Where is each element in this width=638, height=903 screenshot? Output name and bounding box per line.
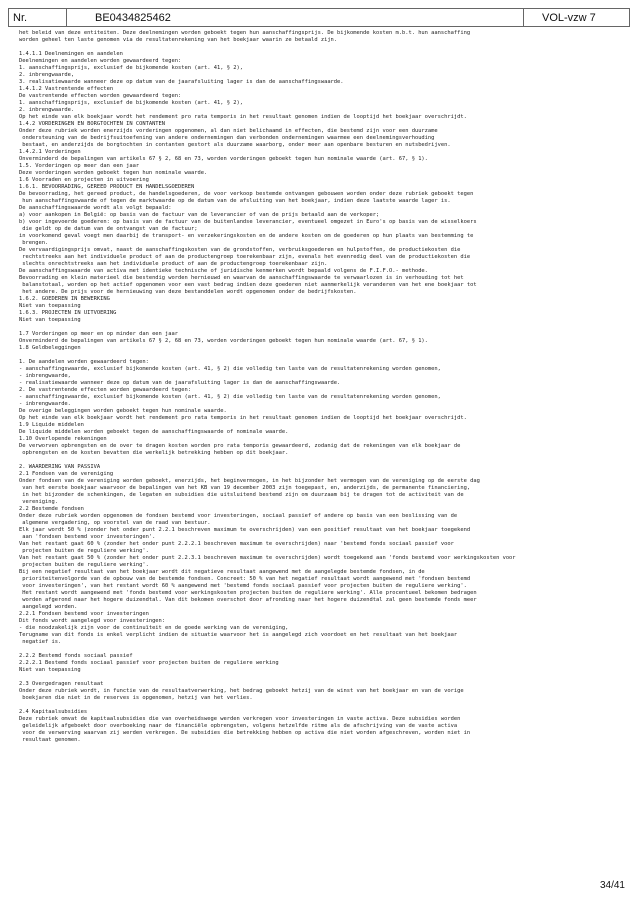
text-line: Op het einde van elk boekjaar wordt het rendement pro rata temporis in het resultaat genomen indien de looptijd het boekjaar overschrijdt.: [19, 114, 467, 120]
text-line: van het eerste boekjaar waarvoor de bepalingen van het KB van 19 december 2003 zijn toegepast, en, anderzijds, de permanente financiering,: [19, 485, 471, 491]
text-line: 1.5. Vorderingen op meer dan een jaar: [19, 163, 140, 169]
text-line: Onverminderd de bepalingen van artikels 67 § 2, 68 en 73, worden vorderingen geboekt tegen hun nominale waarde (art. 67, § 1).: [19, 338, 428, 344]
text-line: - inbrengwaarde,: [19, 373, 71, 379]
text-line: slechts onrechtstreeks aan het individuele product of aan de productengroep toerekenbaar zijn.: [19, 261, 328, 267]
text-line: balanstotaal, worden op het actief opgenomen voor een vast bedrag indien deze goederen niet aanmerkelijk veranderen van het ene boekjaar tot: [19, 282, 477, 288]
text-line: [19, 352, 627, 359]
text-line: Deze rubriek omvat de kapitaalsubsidies die van overheidswege werden verkregen voor investeringen in vaste activa. Deze subsidies worden: [19, 716, 461, 722]
text-line: aangelegd worden.: [19, 604, 78, 610]
text-line: Onder deze rubriek worden enerzijds vorderingen opgenomen, al dan niet belichaamd in effecten, die bestemd zijn voor een duurzame: [19, 128, 438, 134]
text-line: Niet van toepassing: [19, 317, 81, 323]
text-line: opbrengsten en de kosten bevatten die werkelijk betrekking hebben op dit boekjaar.: [19, 450, 289, 456]
text-line: boekjaren die niet in de reserves is opgenomen, hetzij van het verlies.: [19, 695, 253, 701]
text-line: prioriteitenvolgorde van de opbouw van de bestemde fondsen. Concreet: 50 % van het negatief resultaat wordt aangewend met 'fondsen bestemd: [19, 576, 471, 582]
text-line: 2. inbrengwaarde.: [19, 107, 75, 113]
text-line: - realisatiewaarde wanneer deze op datum van de jaarafsluiting lager is dan de aanschaffingswaarde.: [19, 380, 341, 386]
text-line: het beleid van deze entiteiten. Deze deelnemingen worden geboekt tegen hun aanschaffingsprijs. De bijkomende kosten m.b.t. hun aanschaffing: [19, 30, 471, 36]
text-line: resultaat genomen.: [19, 737, 81, 743]
text-line: voor de verwerving waarvan zij werden verkregen. De subsidies die betrekking hebben op activa die niet worden afgeschreven, worden niet in: [19, 730, 471, 736]
text-line: Onverminderd de bepalingen van artikels 67 § 2, 68 en 73, worden vorderingen geboekt tegen hun nominale waarde (art. 67, § 1).: [19, 156, 428, 162]
text-line: Deze vorderingen worden geboekt tegen hun nominale waarde.: [19, 170, 208, 176]
text-line: De overige beleggingen worden geboekt tegen hun nominale waarde.: [19, 408, 227, 414]
text-line: geleidelijk afgeboekt door overboeking naar de financiële opbrengsten, volgens hetzelfde ritme als de afschrijving van de vaste activa: [19, 723, 458, 729]
text-line: algemene vergadering, op voorstel van de raad van bestuur.: [19, 520, 211, 526]
text-line: Het restant wordt aangewend met 'fonds bestemd voor werkingskosten projecten buiten de reguliere werking'. Alle procentueel bekomen bedragen: [19, 590, 477, 596]
text-line: 1.9 Liquide middelen: [19, 422, 84, 428]
text-line: ondersteuning van de bedrijfsuitoefening van andere ondernemingen dan verbonden ondernemingen waarmee een deelnemingsverhouding: [19, 135, 435, 141]
text-line: 1.4.2.1 Vorderingen: [19, 149, 81, 155]
text-line: 1. aanschaffingsprijs, exclusief de bijkomende kosten (art. 41, § 2),: [19, 100, 243, 106]
text-line: 2.2 Bestemde fondsen: [19, 506, 84, 512]
text-line: 1.7 Vorderingen op meer en op minder dan een jaar: [19, 331, 179, 337]
text-line: [19, 324, 627, 331]
text-line: De bevoorrading, het gereed product, de handelsgoederen, de voor verkoop bestemde ontvangen gebouwen worden onder deze rubriek geboekt tegen: [19, 191, 474, 197]
text-line: 2.2.2.1 Bestemd fonds sociaal passief voor projecten buiten de reguliere werking: [19, 660, 279, 666]
text-line: - aanschaffingswaarde, exclusief bijkomende kosten (art. 41, § 2) die volledig ten laste van de resultatenrekening worden genomen,: [19, 394, 441, 400]
text-line: 2.4 Kapitaalsubsidies: [19, 709, 88, 715]
text-line: 1.4.1.2 Vastrentende effecten: [19, 86, 114, 92]
text-line: De aanschaffingswaarde wordt als volgt bepaald:: [19, 205, 172, 211]
text-line: 1.6.2. GOEDEREN IN BEWERKING: [19, 296, 110, 302]
text-line: 1.8 Geldbeleggingen: [19, 345, 81, 351]
text-line: - aanschaffingswaarde, exclusief bijkomende kosten (art. 41, § 2) die volledig ten laste van de resultatenrekening worden genomen,: [19, 366, 441, 372]
form-code: VOL-vzw 7: [523, 9, 629, 26]
text-line: brengen.: [19, 240, 49, 246]
text-line: Terugname van dit fonds is enkel verplicht indien de situatie waarvoor het is aangelegd zich voordoet en het resultaat van het boekjaar: [19, 632, 458, 638]
text-line: b) voor ingevoerde goederen: op basis van de factuur van de buitenlandse leverancier, eventueel omgezet in Euro's op basis van de wisselkoers: [19, 219, 477, 225]
text-line: Onder deze rubriek wordt, in functie van de resultaatverwerking, het bedrag geboekt hetzij van de winst van het boekjaar en van de vorige: [19, 688, 464, 694]
text-line: Van het restant gaat 60 % (zonder het onder punt 2.2.2.1 beschreven maximum te overschrijden) naar 'bestemd fonds sociaal passief voor: [19, 541, 454, 547]
text-line: Onder deze rubriek worden opgenomen de fondsen bestemd voor investeringen, sociaal passief of andere op basis van een beslissing van de: [19, 513, 458, 519]
text-line: 1.4.2 VORDERINGEN EN BORGTOCHTEN IN CONTANTEN: [19, 121, 166, 127]
text-line: 2. De vastrentende effecten worden gewaardeerd tegen:: [19, 387, 192, 393]
text-line: [19, 646, 627, 653]
text-line: Van het restant gaat 50 % (zonder het onder punt 2.2.3.1 beschreven maximum te overschrijden) wordt toegekend aan 'fonds bestemd voor werkingskosten voor: [19, 555, 516, 561]
text-line: - inbrengwaarde.: [19, 401, 71, 407]
text-line: 2.1 Fondsen van de vereniging: [19, 471, 114, 477]
text-line: hun aanschaffingswaarde of tegen de marktwaarde op de datum van de afsluiting van het boekjaar, indien deze laatste waarde lager is.: [19, 198, 451, 204]
text-line: 2.3 Overgedragen resultaat: [19, 681, 104, 687]
text-line: Dit fonds wordt aangelegd voor investeringen:: [19, 618, 166, 624]
text-line: Op het einde van elk boekjaar wordt het rendement pro rata temporis in het resultaat genomen indien de looptijd het boekjaar overschrijdt.: [19, 415, 467, 421]
text-line: 1.6.3. PROJECTEN IN UITVOERING: [19, 310, 117, 316]
text-line: negatief is.: [19, 639, 62, 645]
text-line: Onder fondsen van de vereniging worden geboekt, enerzijds, het beginvermogen, in het bijzonder het vermogen van de vereniging op de eerste dag: [19, 478, 480, 484]
text-line: 1.10 Overlopende rekeningen: [19, 436, 107, 442]
text-line: 1.4.1.1 Deelnemingen en aandelen: [19, 51, 123, 57]
text-line: 2. inbrengwaarde,: [19, 72, 75, 78]
text-line: in voorkomend geval voegt men daarbij de transport- en verzekeringskosten en de andere kosten om de goederen op hun plaats van bestemming te: [19, 233, 474, 239]
text-line: vereniging.: [19, 499, 58, 505]
text-line: 2.2.1 Fondsen bestemd voor investeringen: [19, 611, 149, 617]
text-line: [19, 457, 627, 464]
page-header: [8, 8, 630, 27]
text-line: Deelnemingen en aandelen worden gewaardeerd tegen:: [19, 58, 182, 64]
text-line: De aanschaffingswaarde van activa met identieke technische of juridische kenmerken wordt bepaald volgens de F.I.F.O.- methode.: [19, 268, 428, 274]
text-line: 1.6 Voorraden en projecten in uitvoering: [19, 177, 149, 183]
text-line: voor investeringen', van het restant wordt 60 % aangewend met 'bestemd fonds sociaal passief voor projecten buiten de reguliere werking'.: [19, 583, 467, 589]
text-line: 1.6.1. BEVOORRADING, GEREED PRODUCT EN HANDELSGOEDEREN: [19, 184, 195, 190]
text-line: De vervaardigingsprijs omvat, naast de aanschaffingskosten van de grondstoffen, verbruiksgoederen en hulpstoffen, de productiekosten die: [19, 247, 461, 253]
text-line: worden afgerond naar het hogere duizendtal. Van dit bekomen overschot door afronding naar het hogere duizendtal zal geen bestemde fonds meer: [19, 597, 477, 603]
text-line: Elk jaar wordt 50 % (zonder het onder punt 2.2.1 beschreven maximum te overschrijden) van een positief resultaat van het boekjaar toegekend: [19, 527, 471, 533]
text-line: projecten buiten de reguliere werking'.: [19, 562, 149, 568]
text-line: a) voor aankopen in België: op basis van de factuur van de leverancier of van de prijs betaald aan de verkoper;: [19, 212, 380, 218]
text-line: [19, 44, 627, 51]
text-line: De liquide middelen worden geboekt tegen de aanschaffingswaarde of nominale waarde.: [19, 429, 289, 435]
text-line: die geldt op de datum van de ontvangst van de factuur;: [19, 226, 198, 232]
page-number: 34/41: [599, 880, 625, 891]
text-line: 2. WAARDERING VAN PASSIVA: [19, 464, 101, 470]
text-line: het andere. De prijs voor de hernieuwing van deze bestanddelen wordt opgenomen onder de bedrijfskosten.: [19, 289, 357, 295]
text-line: 3. realisatiewaarde wanneer deze op datum van de jaarafsluiting lager is dan de aanschaffingswaarde.: [19, 79, 344, 85]
text-line: [19, 702, 627, 709]
nr-label: Nr.: [9, 9, 67, 26]
text-line: 1. De aandelen worden gewaardeerd tegen:: [19, 359, 149, 365]
text-line: Niet van toepassing: [19, 667, 81, 673]
text-line: in het bijzonder de schenkingen, de legaten en subsidies die uitsluitend bestemd zijn om duurzaam bij te dragen tot de activiteit van de: [19, 492, 464, 498]
text-line: De vastrentende effecten worden gewaardeerd tegen:: [19, 93, 182, 99]
text-line: [19, 674, 627, 681]
text-line: bestaat, en anderzijds de borgtochten in contanten gestort als duurzame waarborg, onder meer aan openbare besturen en nutsbedrijven.: [19, 142, 451, 148]
text-line: 2.2.2 Bestemd fonds sociaal passief: [19, 653, 133, 659]
text-line: De verworven opbrengsten en de over te dragen kosten worden pro rata temporis gewaardeerd, zodanig dat de rekeningen van elk boekjaar de: [19, 443, 461, 449]
text-line: rechtstreeks aan het individuele product of aan de productengroep toerekenbaar zijn, evenals het evenredig deel van de productiekosten die: [19, 254, 471, 260]
document-body: [19, 30, 627, 880]
text-line: worden geheel ten laste genomen via de resultatenrekening van het boekjaar waarin ze betaald zijn.: [19, 37, 338, 43]
text-line: 1. aanschaffingsprijs, exclusief de bijkomende kosten (art. 41, § 2),: [19, 65, 243, 71]
text-line: projecten buiten de reguliere werking'.: [19, 548, 149, 554]
text-line: Bij een negatief resultaat van het boekjaar wordt dit negatieve resultaat aangewend met de aangelegde bestemde fondsen, in de: [19, 569, 425, 575]
company-number: BE0434825462: [95, 11, 171, 24]
text-line: - die noodzakelijk zijn voor de continuïteit en de goede werking van de vereniging,: [19, 625, 289, 631]
text-line: Niet van toepassing: [19, 303, 81, 309]
text-line: aan 'fondsen bestemd voor investeringen'.: [19, 534, 156, 540]
text-line: Bevoorrading en klein materieel die bestendig worden hernieuwd en waarvan de aanschaffingswaarde te verwaarlozen is in verhouding tot het: [19, 275, 464, 281]
